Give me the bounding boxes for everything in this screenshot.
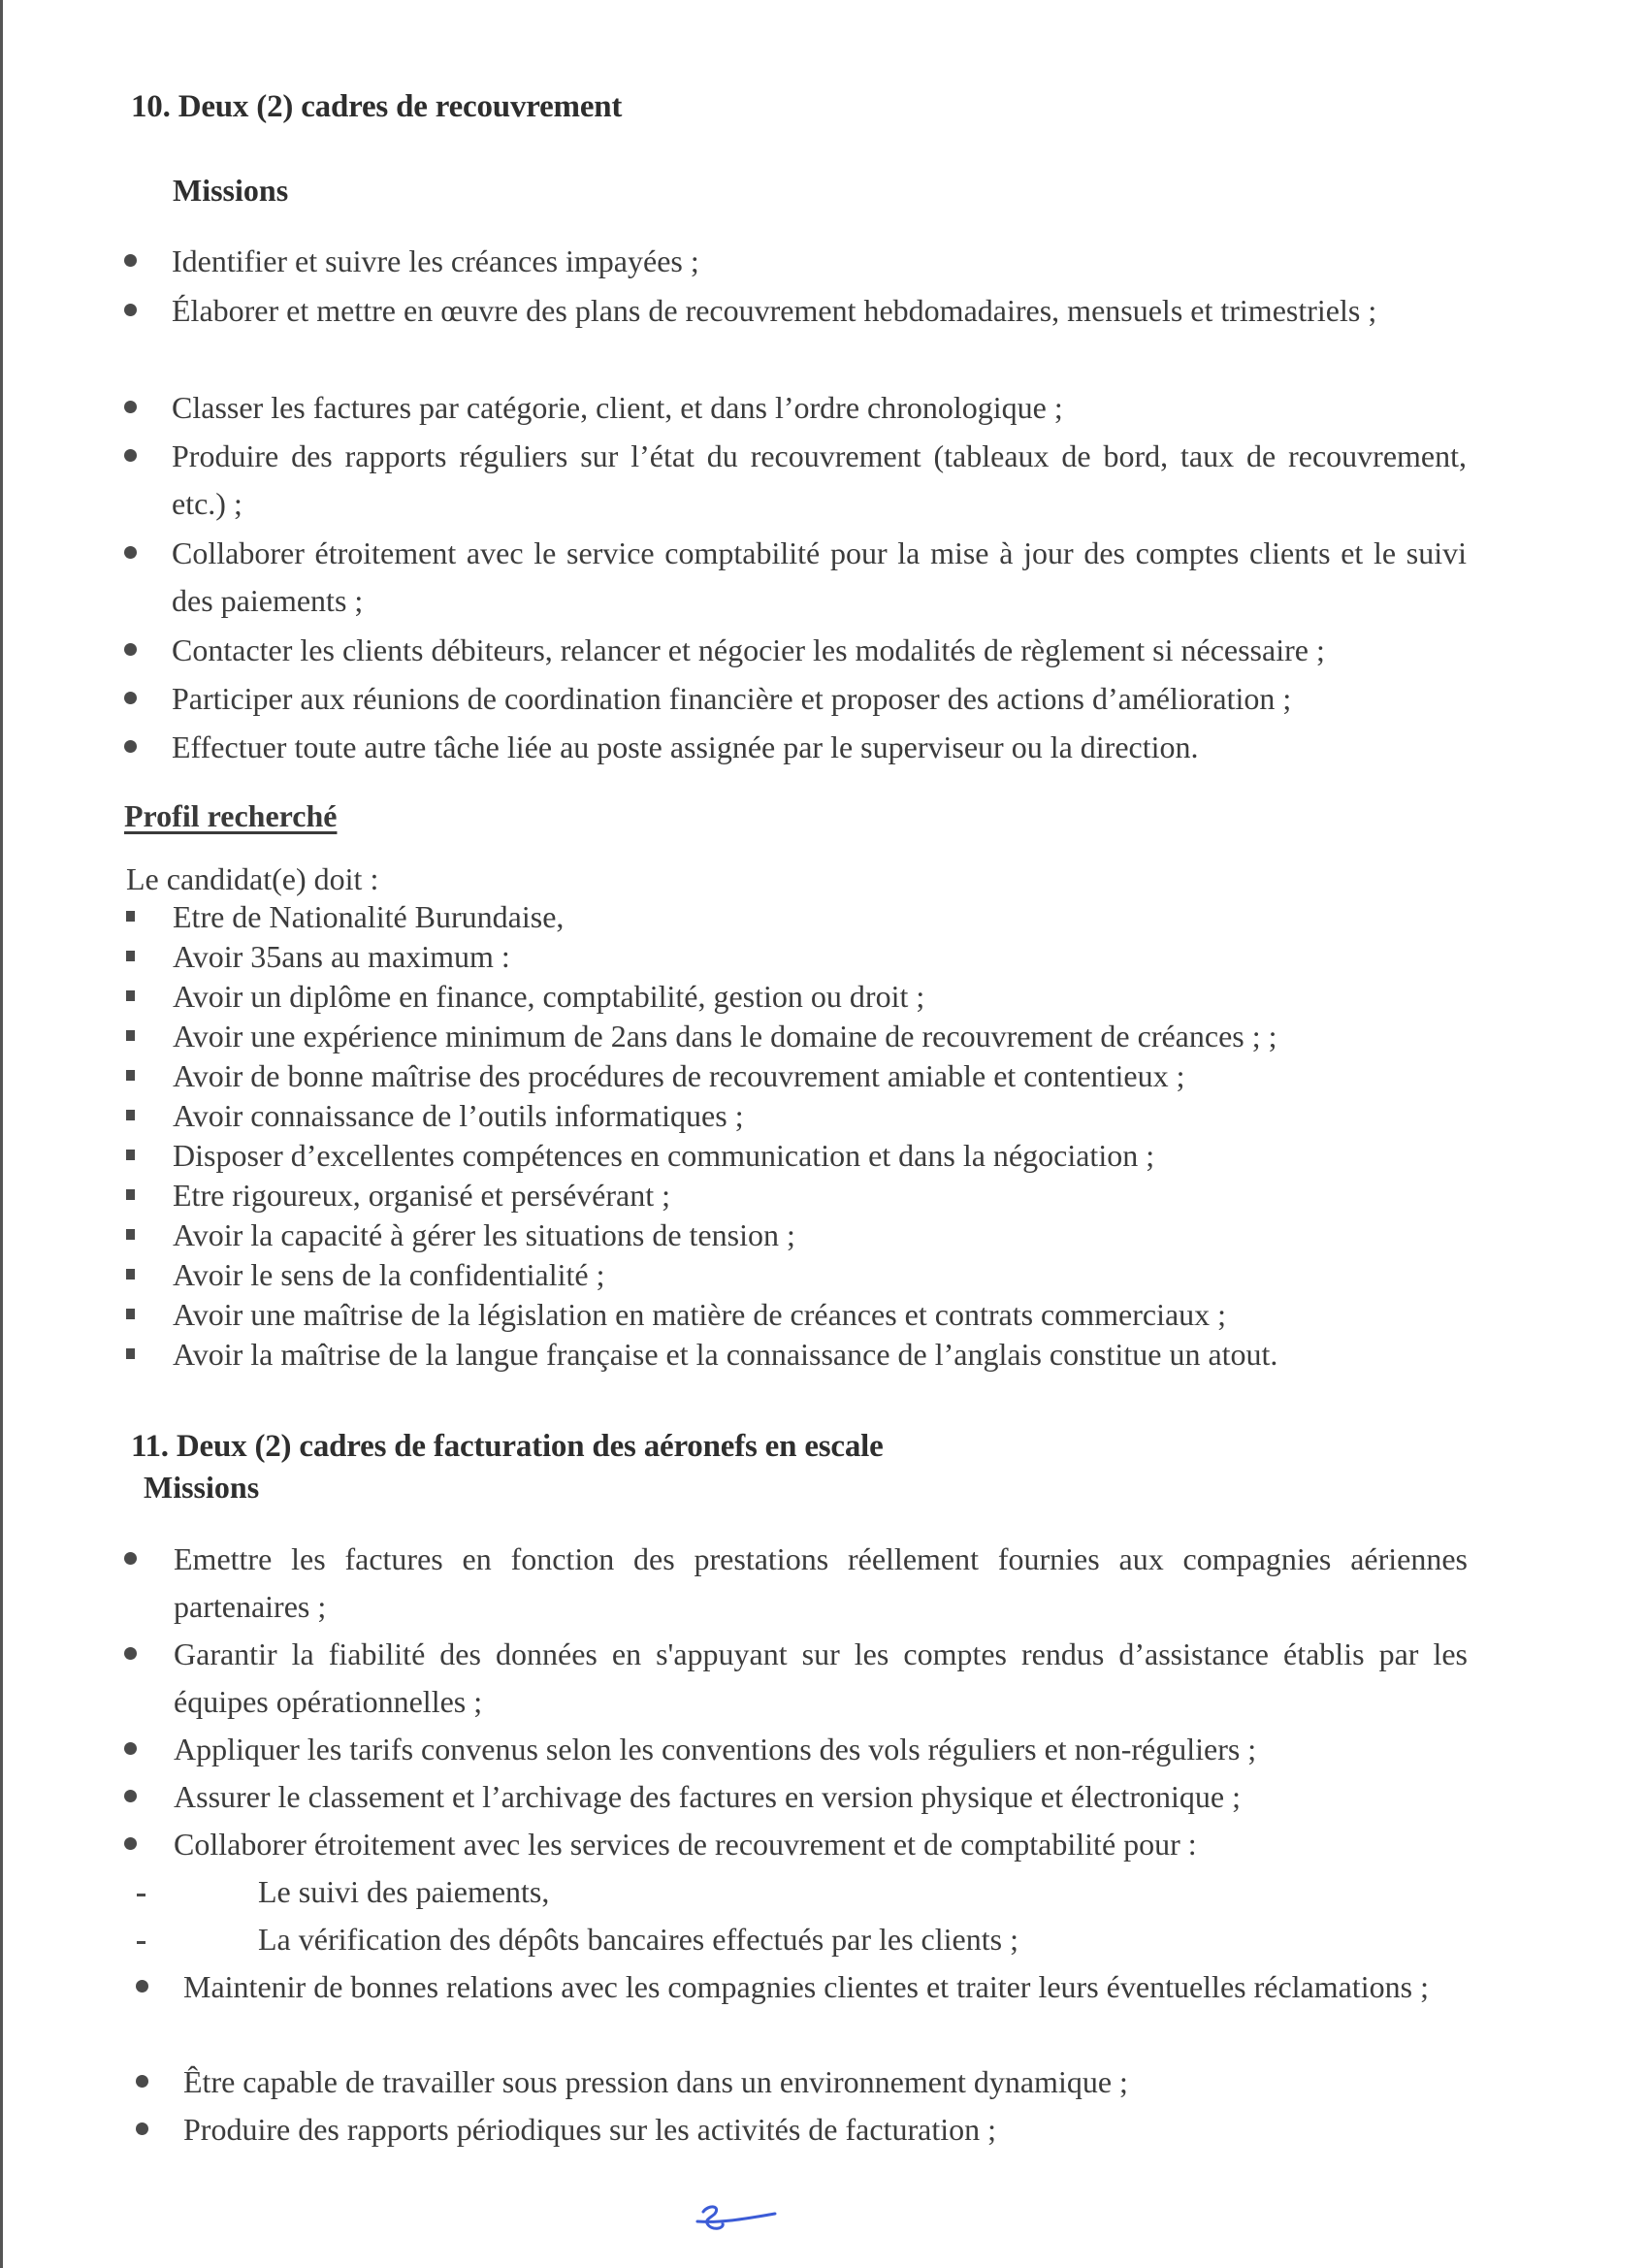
- square-bullet-icon: [126, 1309, 135, 1319]
- square-bullet-icon: [126, 1269, 135, 1280]
- bullet-icon: [124, 1552, 137, 1565]
- list-item: Maintenir de bonnes relations avec les compagnies clientes et traiter leurs éventuelles réclamations ;: [183, 1969, 1429, 2004]
- bullet-icon: [136, 1980, 148, 1993]
- list-item: Élaborer et mettre en œuvre des plans de recouvrement hebdomadaires, mensuels et trimestriels ;: [172, 293, 1377, 328]
- sub-list-item: La vérification des dépôts bancaires effectués par les clients ;: [258, 1922, 1018, 1957]
- list-item: Etre de Nationalité Burundaise,: [173, 899, 565, 934]
- bullet-icon: [124, 449, 137, 462]
- square-bullet-icon: [126, 911, 135, 922]
- bullet-icon: [124, 1790, 137, 1802]
- list-item: Collaborer étroitement avec les services de recouvrement et de comptabilité pour :: [174, 1827, 1197, 1862]
- bullet-icon: [136, 2075, 148, 2088]
- bullet-icon: [124, 1647, 137, 1660]
- list-item: Garantir la fiabilité des données en s'appuyant sur les comptes rendus d’assistance établis par les équipes opérationnelles ;: [174, 1636, 1468, 1719]
- bullet-icon: [124, 1742, 137, 1755]
- list-item: Identifier et suivre les créances impayées ;: [172, 243, 699, 278]
- bullet-icon: [124, 1837, 137, 1850]
- square-bullet-icon: [126, 990, 135, 1001]
- square-bullet-icon: [126, 1348, 135, 1359]
- bullet-icon: [124, 254, 137, 267]
- list-item: Être capable de travailler sous pression dans un environnement dynamique ;: [183, 2064, 1128, 2099]
- square-bullet-icon: [126, 1070, 135, 1081]
- square-bullet-icon: [126, 951, 135, 961]
- list-item: Avoir le sens de la confidentialité ;: [173, 1257, 605, 1292]
- profile-heading: Profil recherché: [124, 798, 338, 833]
- list-item: Produire des rapports réguliers sur l’état du recouvrement (tableaux de bord, taux de recouvrement, etc.) ;: [172, 438, 1467, 521]
- dash-bullet-icon: [137, 1941, 145, 1944]
- bullet-icon: [124, 740, 137, 753]
- section-10-missions-heading: Missions: [173, 173, 289, 208]
- square-bullet-icon: [126, 1229, 135, 1240]
- list-item: Etre rigoureux, organisé et persévérant ;: [173, 1178, 670, 1213]
- sub-list-item: Le suivi des paiements,: [258, 1874, 550, 1909]
- bullet-icon: [124, 304, 137, 316]
- bullet-icon: [136, 2122, 148, 2135]
- list-item: Avoir la capacité à gérer les situations de tension ;: [173, 1217, 795, 1252]
- list-item: Assurer le classement et l’archivage des factures en version physique et électronique ;: [174, 1779, 1242, 1814]
- dash-bullet-icon: [137, 1894, 145, 1896]
- list-item: Emettre les factures en fonction des prestations réellement fournies aux compagnies aériennes partenaires ;: [174, 1541, 1468, 1624]
- square-bullet-icon: [126, 1030, 135, 1041]
- scan-edge: [0, 0, 3, 2268]
- list-item: Avoir la maîtrise de la langue française et la connaissance de l’anglais constitue un atout.: [173, 1337, 1278, 1372]
- bullet-icon: [124, 692, 137, 704]
- list-item: Avoir une maîtrise de la législation en matière de créances et contrats commerciaux ;: [173, 1297, 1227, 1332]
- bullet-icon: [124, 401, 137, 413]
- list-item: Contacter les clients débiteurs, relancer et négocier les modalités de règlement si nécessaire ;: [172, 632, 1325, 667]
- square-bullet-icon: [126, 1110, 135, 1120]
- list-item: Participer aux réunions de coordination financière et proposer des actions d’amélioration ;: [172, 681, 1292, 716]
- handwritten-initials-icon: [694, 2202, 781, 2237]
- list-item: Avoir de bonne maîtrise des procédures de recouvrement amiable et contentieux ;: [173, 1058, 1185, 1093]
- section-11-title: 11. Deux (2) cadres de facturation des aéronefs en escale: [131, 1429, 884, 1464]
- list-item: Classer les factures par catégorie, client, et dans l’ordre chronologique ;: [172, 390, 1063, 425]
- list-item: Avoir connaissance de l’outils informatiques ;: [173, 1098, 744, 1133]
- list-item: Avoir 35ans au maximum :: [173, 939, 510, 974]
- square-bullet-icon: [126, 1189, 135, 1200]
- section-11-missions-heading: Missions: [144, 1470, 260, 1505]
- list-item: Appliquer les tarifs convenus selon les conventions des vols réguliers et non-réguliers ;: [174, 1732, 1257, 1766]
- bullet-icon: [124, 546, 137, 559]
- bullet-icon: [124, 643, 137, 656]
- list-item: Avoir une expérience minimum de 2ans dans le domaine de recouvrement de créances ; ;: [173, 1019, 1277, 1053]
- square-bullet-icon: [126, 1150, 135, 1160]
- list-item: Disposer d’excellentes compétences en communication et dans la négociation ;: [173, 1138, 1155, 1173]
- profile-intro: Le candidat(e) doit :: [126, 861, 379, 896]
- section-10-title: 10. Deux (2) cadres de recouvrement: [131, 89, 623, 124]
- list-item: Collaborer étroitement avec le service comptabilité pour la mise à jour des comptes clients et le suivi des paiements ;: [172, 535, 1467, 618]
- list-item: Effectuer toute autre tâche liée au poste assignée par le superviseur ou la direction.: [172, 729, 1199, 764]
- list-item: Produire des rapports périodiques sur les activités de facturation ;: [183, 2112, 996, 2147]
- list-item: Avoir un diplôme en finance, comptabilité, gestion ou droit ;: [173, 979, 925, 1014]
